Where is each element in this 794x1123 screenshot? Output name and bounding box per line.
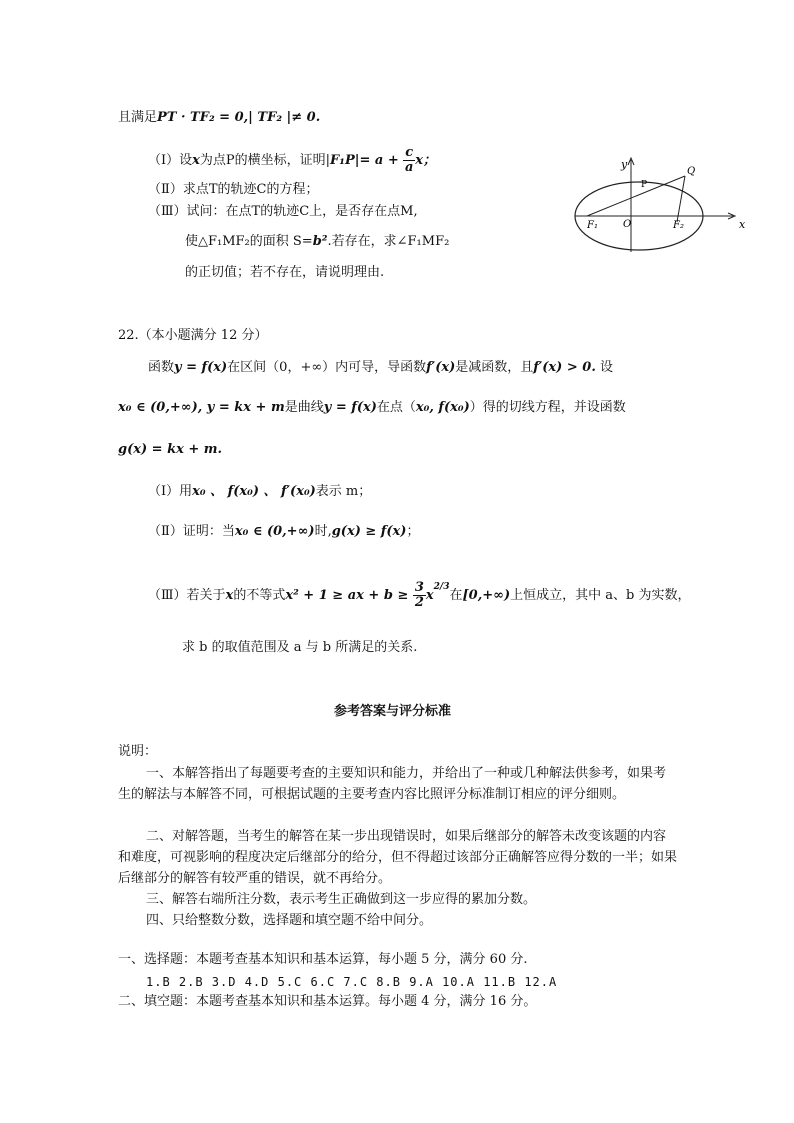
q22-part3-b: x <box>225 588 234 603</box>
q21-part3-line1: （Ⅲ）试问：在点T的轨迹C上，是否存在点M, <box>148 204 418 219</box>
q22-part2-c: 时, <box>314 524 332 539</box>
q22-line1-g: 设 <box>600 360 614 375</box>
q22-part3-exp: 2/3 <box>433 582 450 592</box>
answers-section-2: 二、填空题：本题考查基本知识和基本运算。每小题 4 分，满分 16 分。 <box>118 994 537 1009</box>
q21-frac-den: a <box>405 160 414 175</box>
q22-part3-fraction <box>413 581 426 610</box>
q22-part3-line2: 求 b 的取值范围及 a 与 b 所满足的关系. <box>182 640 418 655</box>
q21-part1 <box>148 146 436 175</box>
label-q: Q <box>687 166 696 177</box>
q22-part3 <box>148 570 690 613</box>
answers-choice-list: 1.B 2.B 3.D 4.D 5.C 6.C 7.C 8.B 9.A 10.A 11.B 12.A <box>146 975 558 989</box>
label-f2: F₂ <box>673 220 684 231</box>
q22-part2-d: g(x) ≥ f(x) <box>331 524 407 539</box>
q22-line2 <box>118 398 626 418</box>
answers-note-4: 四、只给整数分数，选择题和填空题不给中间分。 <box>146 913 433 928</box>
q21-part1-mid: 为点P的横坐标，证明| <box>199 153 331 168</box>
label-p: P <box>641 180 648 190</box>
q22-line1-f: f′(x) > 0. <box>533 360 596 375</box>
q22-part1-a: （Ⅰ）用 <box>148 484 193 499</box>
q22-line1-a: 函数 <box>148 360 175 375</box>
q22-part1 <box>148 482 371 502</box>
q22-line2-a: x₀ ∈ (0,+∞), y = kx + m <box>118 400 285 415</box>
q22-part3-e: x <box>425 588 434 603</box>
q22-line2-c: y = f(x) <box>323 400 377 415</box>
q22-part3-d: x² + 1 ≥ ax + b ≥ <box>285 588 413 603</box>
q21-intro-text: 且满足 <box>118 110 158 125</box>
q21-part1-formula: F₁P|= a + <box>330 153 404 168</box>
segment-q-f2 <box>677 176 685 222</box>
q22-part2-b: x₀ ∈ (0,+∞) <box>234 524 315 539</box>
label-f1: F₁ <box>587 220 598 231</box>
q21-part3-line2a: 使△F₁MF₂的面积 S= <box>185 234 313 249</box>
ellipse-figure <box>573 152 753 262</box>
label-x: x <box>739 218 746 231</box>
q22-part1-c: 表示 m； <box>315 484 372 499</box>
q22-part2-a: （Ⅱ）证明：当 <box>148 524 235 539</box>
q22-frac-num: 3 <box>414 580 424 595</box>
q22-frac-den: 2 <box>414 595 424 610</box>
q22-header: 22.（本小题满分 12 分） <box>118 328 268 343</box>
q22-line2-b: 是曲线 <box>284 400 324 415</box>
q22-part2 <box>148 522 419 542</box>
q21-part3-b2: b² <box>312 234 328 249</box>
q21-intro <box>118 108 320 128</box>
q21-part2: （Ⅱ）求点T的轨迹C的方程； <box>148 182 319 197</box>
answers-section-1: 一、选择题：本题考查基本知识和基本运算，每小题 5 分，满分 60 分. <box>118 952 528 967</box>
q22-line1-d: f′(x) <box>426 360 456 375</box>
q22-line1-b: y = f(x) <box>174 360 228 375</box>
q22-part3-h: 上恒成立，其中 a、b 为实数， <box>510 588 691 603</box>
q22-line1-c: 在区间（0，+∞）内可导，导函数 <box>227 360 427 375</box>
q22-part3-c: 的不等式 <box>233 588 286 603</box>
answers-note-1: 一、本解答指出了每题要考查的主要知识和能力，并给出了一种或几种解法供参考，如果考生的解法与本解答不同，可根据试题的主要考查内容比照评分标准制订相应的评分细则。 <box>118 766 667 802</box>
q22-line3: g(x) = kx + m. <box>118 442 223 457</box>
q22-line1-e: 是减函数，且 <box>455 360 534 375</box>
q22-line2-e: x₀, f(x₀) <box>415 400 470 415</box>
answers-note-label: 说明： <box>118 744 158 759</box>
q21-part3-line3: 的正切值；若不存在，请说明理由. <box>185 265 385 280</box>
q21-part3-line2 <box>185 232 449 252</box>
q21-intro-formula: PT · TF₂ = 0,| TF₂ |≠ 0. <box>157 110 321 125</box>
q22-part3-g: [0,+∞) <box>462 588 511 603</box>
answers-note-3: 三、解答右端所注分数，表示考生正确做到这一步应得的累加分数。 <box>146 892 537 907</box>
q22-part1-b: x₀ 、 f(x₀) 、 f′(x₀) <box>192 484 316 499</box>
q22-part3-f: 在 <box>449 588 463 603</box>
q22-part2-e: ； <box>406 524 420 539</box>
answers-note-2: 二、对解答题，当考生的解答在某一步出现错误时，如果后继部分的解答未改变该题的内容和难度，可视影响的程度决定后继部分的给分，但不得超过该部分正确解答应得分数的一半；如果后继部分的解答有较严重的错误，就不再给分。 <box>118 829 678 886</box>
q21-part3-line2c: .若存在，求∠F₁MF₂ <box>327 234 450 249</box>
q21-part1-var: x <box>192 153 200 168</box>
q21-part1-prefix: （Ⅰ）设 <box>148 153 193 168</box>
q22-line2-f: ）得的切线方程，并设函数 <box>469 400 626 415</box>
label-o: O <box>623 219 632 230</box>
q21-part1-tail: x； <box>415 153 436 168</box>
q22-part3-a: （Ⅲ）若关于 <box>148 588 226 603</box>
label-y: y <box>621 158 628 171</box>
q21-part1-fraction <box>403 146 415 175</box>
answers-title: 参考答案与评分标准 <box>334 704 452 719</box>
q22-line1 <box>148 358 613 378</box>
q22-line2-d: 在点（ <box>376 400 416 415</box>
q21-frac-num: c <box>405 145 414 160</box>
